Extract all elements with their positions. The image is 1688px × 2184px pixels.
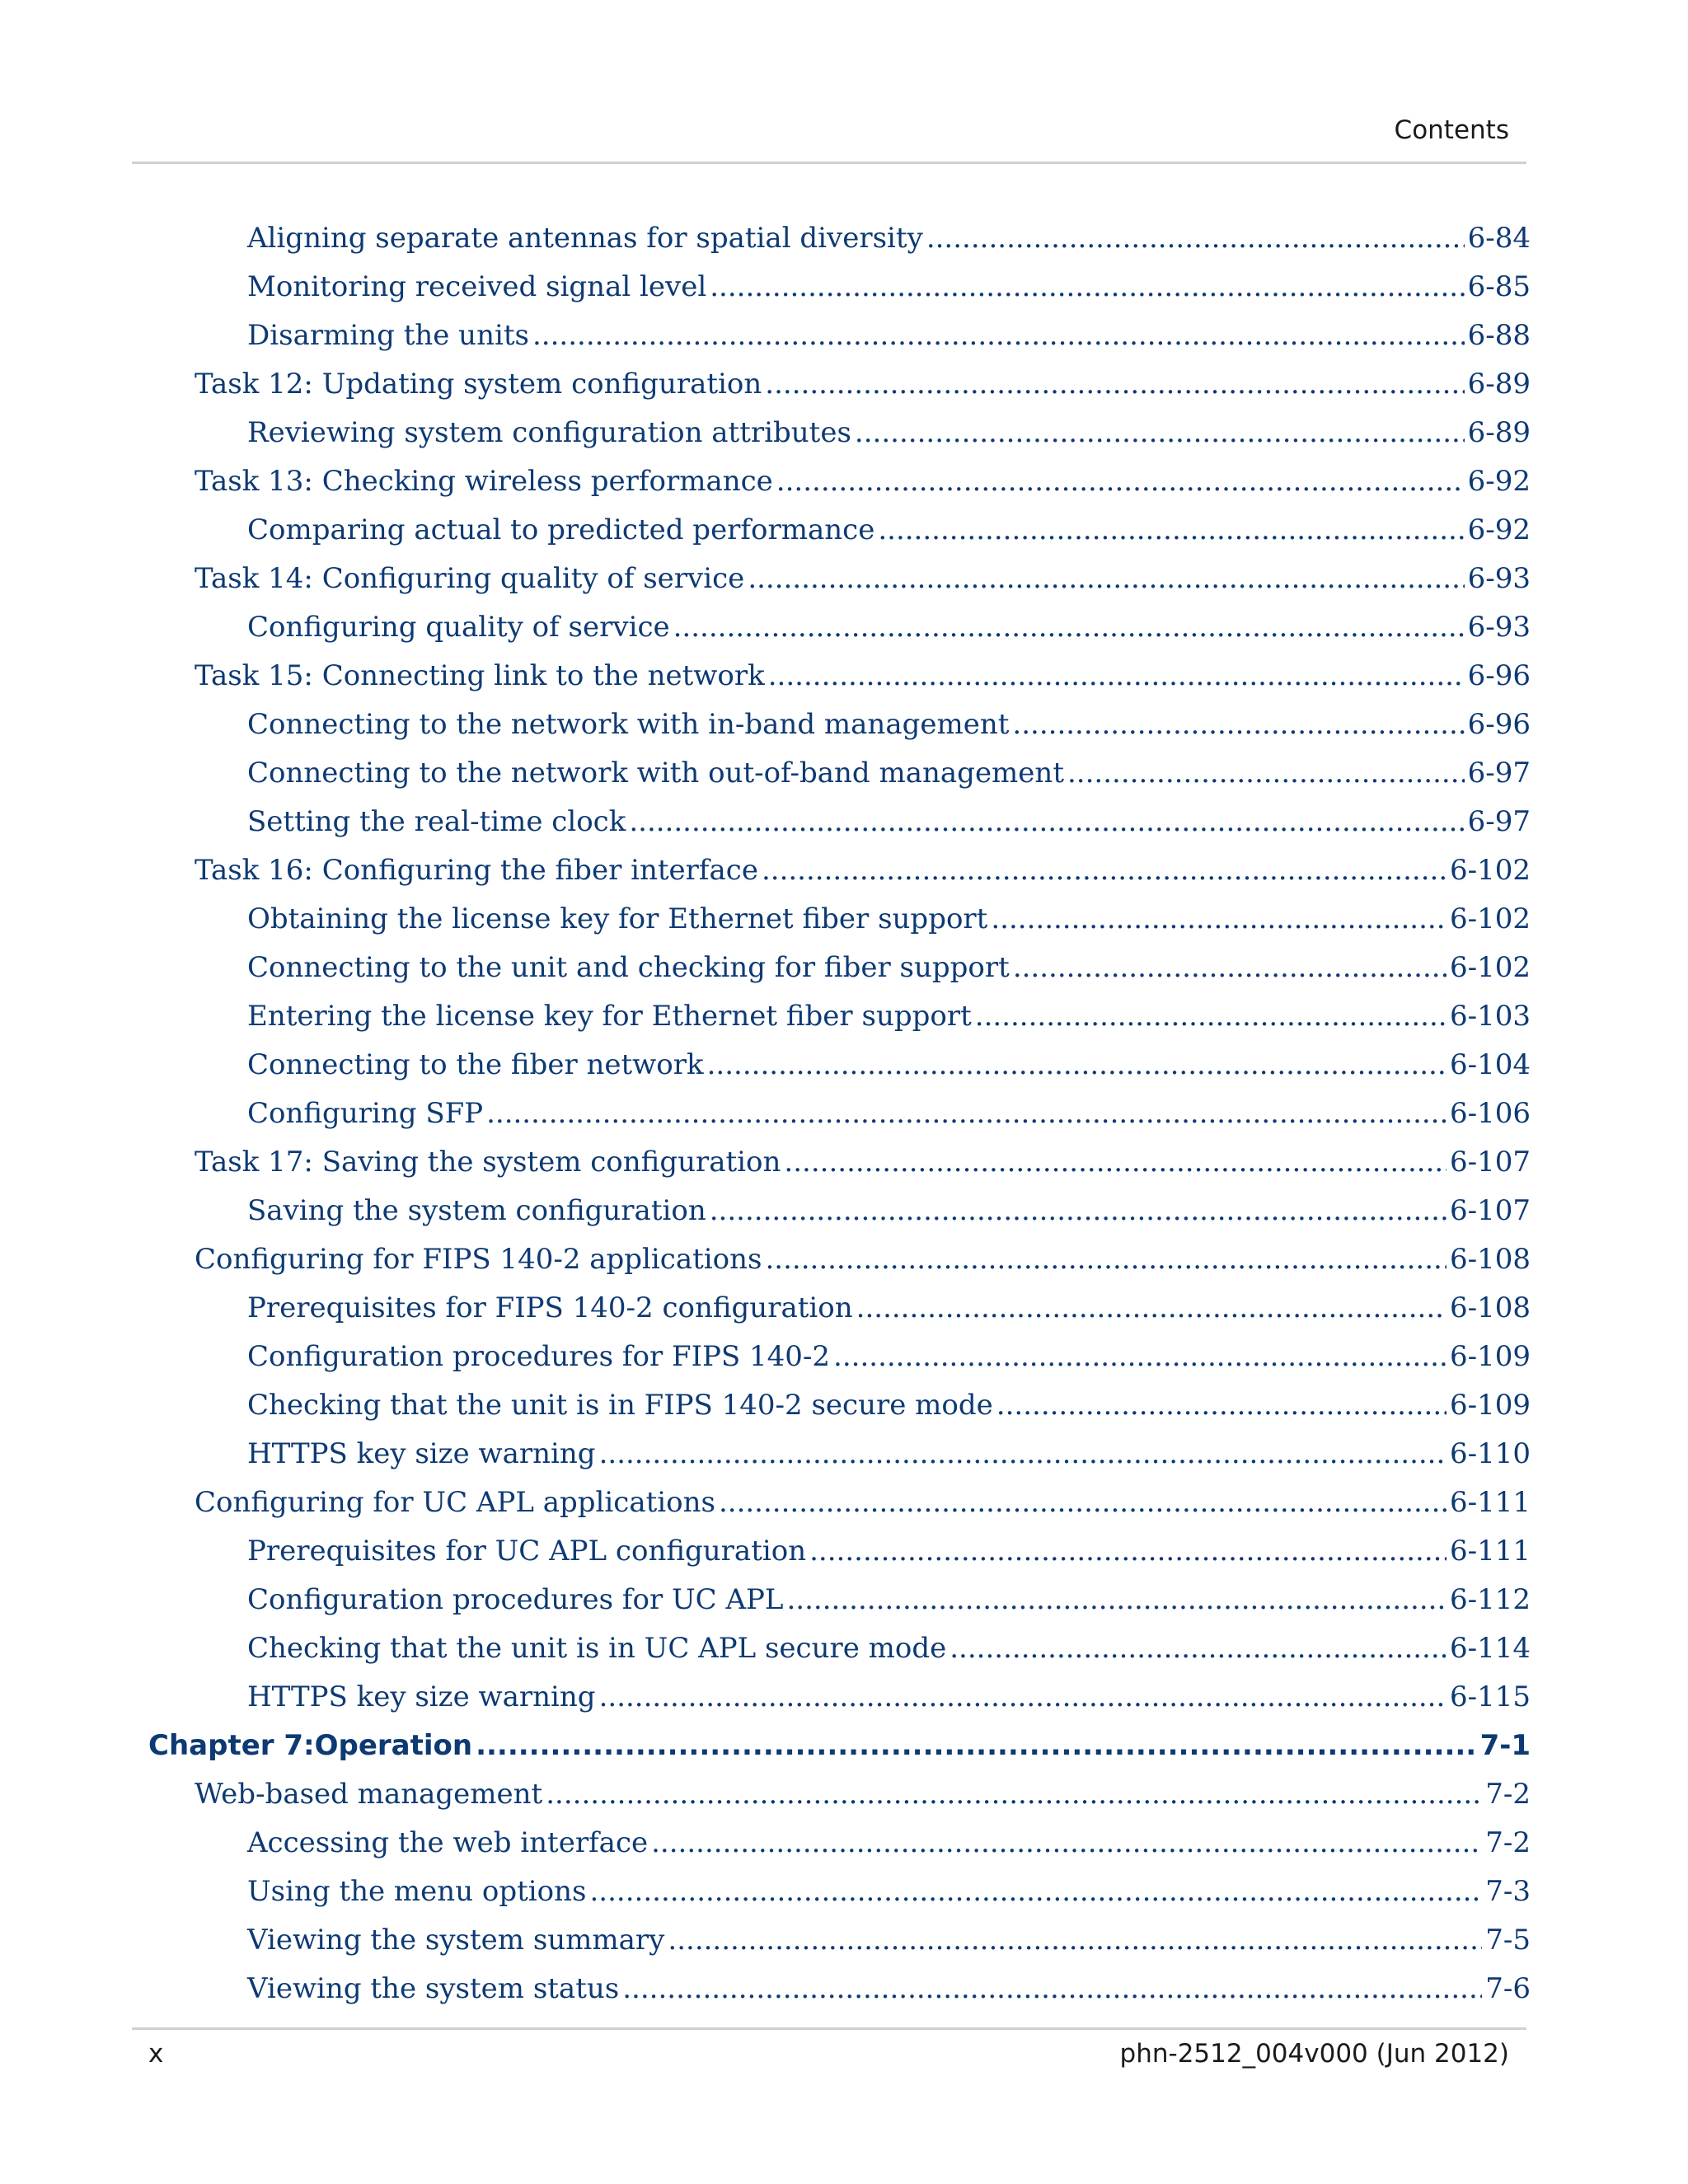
toc-entry-title: HTTPS key size warning xyxy=(247,1680,596,1713)
toc-entry[interactable] xyxy=(247,1333,1531,1381)
toc-entry-title: Comparing actual to predicted performance xyxy=(247,513,875,546)
toc-page-number: 6-106 xyxy=(1449,1097,1531,1130)
toc-entry-title: Web-based management xyxy=(195,1778,543,1811)
toc-page-number: 6-88 xyxy=(1467,319,1531,352)
toc-dot-leader xyxy=(950,1624,1447,1673)
toc-dot-leader xyxy=(590,1868,1483,1916)
toc-dot-leader xyxy=(546,1770,1482,1819)
toc-dot-leader xyxy=(710,1187,1447,1235)
toc-entry-title: Viewing the system summary xyxy=(247,1924,665,1957)
toc-entry-title: Connecting to the fiber network xyxy=(247,1048,704,1081)
running-header: Contents xyxy=(1394,115,1509,145)
toc-dot-leader xyxy=(1013,944,1447,992)
toc-entry-title: Checking that the unit is in UC APL secure mode xyxy=(247,1632,947,1665)
toc-entry[interactable] xyxy=(195,1235,1531,1284)
toc-dot-leader xyxy=(622,1965,1482,2013)
toc-dot-leader xyxy=(765,1235,1447,1284)
toc-page-number: 6-96 xyxy=(1467,708,1531,741)
toc-entry[interactable] xyxy=(247,1284,1531,1333)
toc-dot-leader xyxy=(975,992,1447,1041)
toc-page-number: 7-5 xyxy=(1485,1924,1531,1957)
page-number: x xyxy=(148,2039,164,2069)
toc-page-number: 7-6 xyxy=(1485,1972,1531,2005)
toc-page-number: 6-96 xyxy=(1467,659,1531,692)
toc-entry-title: Prerequisites for FIPS 140-2 configuration xyxy=(247,1291,853,1324)
toc-entry[interactable] xyxy=(247,1576,1531,1624)
toc-dot-leader xyxy=(768,652,1465,701)
toc-dot-leader xyxy=(532,312,1465,360)
toc-page-number: 6-97 xyxy=(1467,757,1531,790)
toc-dot-leader xyxy=(748,555,1464,603)
toc-entry[interactable] xyxy=(247,798,1531,846)
toc-entry[interactable] xyxy=(247,749,1531,798)
toc-page-number: 6-97 xyxy=(1467,805,1531,838)
toc-entry[interactable] xyxy=(247,1041,1531,1090)
toc-entry[interactable] xyxy=(247,214,1531,263)
toc-dot-leader xyxy=(833,1333,1447,1381)
toc-entry-title: Connecting to the network with in-band management xyxy=(247,708,1010,741)
toc-dot-leader xyxy=(486,1090,1447,1138)
toc-entry[interactable] xyxy=(247,895,1531,944)
toc-dot-leader xyxy=(855,409,1465,457)
toc-entry-title: Setting the real-time clock xyxy=(247,805,626,838)
toc-entry-title: Entering the license key for Ethernet fiber support xyxy=(247,1000,972,1033)
toc-page-number: 6-84 xyxy=(1467,222,1531,255)
toc-page-number: 6-109 xyxy=(1449,1340,1531,1373)
toc-dot-leader xyxy=(765,360,1464,409)
toc-entry[interactable] xyxy=(247,701,1531,749)
toc-entry-title: Saving the system configuration xyxy=(247,1194,706,1227)
toc-dot-leader xyxy=(991,895,1447,944)
toc-entry[interactable] xyxy=(247,992,1531,1041)
toc-page-number: 7-3 xyxy=(1485,1875,1531,1908)
toc-entry[interactable] xyxy=(195,360,1531,409)
toc-page-number: 6-110 xyxy=(1449,1437,1531,1470)
toc-entry-title: Configuring for UC APL applications xyxy=(195,1486,715,1519)
toc-entry[interactable] xyxy=(247,1624,1531,1673)
toc-entry-title: Monitoring received signal level xyxy=(247,270,707,303)
header-rule xyxy=(132,162,1526,164)
toc-page-number: 6-102 xyxy=(1449,902,1531,935)
toc-dot-leader xyxy=(856,1284,1447,1333)
toc-dot-leader xyxy=(629,798,1464,846)
toc-entry-title: Task 12: Updating system configuration xyxy=(195,368,762,401)
toc-page-number: 6-114 xyxy=(1449,1632,1531,1665)
toc-entry[interactable] xyxy=(247,1673,1531,1722)
toc-dot-leader xyxy=(784,1138,1447,1187)
toc-entry[interactable] xyxy=(247,1090,1531,1138)
toc-entry[interactable] xyxy=(195,1770,1531,1819)
toc-dot-leader xyxy=(926,214,1465,263)
toc-dot-leader xyxy=(673,603,1465,652)
toc-entry[interactable] xyxy=(247,1381,1531,1430)
toc-entry-title: Reviewing system configuration attributes xyxy=(247,416,851,449)
toc-entry-title: Accessing the web interface xyxy=(247,1826,649,1859)
toc-entry-title: Viewing the system status xyxy=(247,1972,620,2005)
toc-entry-title: Obtaining the license key for Ethernet fiber support xyxy=(247,902,988,935)
toc-page-number: 6-93 xyxy=(1467,562,1531,595)
toc-dot-leader xyxy=(651,1819,1482,1868)
toc-entry[interactable] xyxy=(247,1430,1531,1479)
toc-entry[interactable] xyxy=(195,555,1531,603)
toc-chapter-number: Chapter 7: xyxy=(148,1729,315,1762)
toc-entry[interactable] xyxy=(247,1965,1531,2013)
toc-page-number: 6-93 xyxy=(1467,611,1531,644)
toc-page-number: 7-2 xyxy=(1485,1826,1531,1859)
toc-dot-leader xyxy=(1067,749,1465,798)
toc-entry[interactable] xyxy=(247,1819,1531,1868)
footer-rule xyxy=(132,2027,1526,2030)
toc-page-number: 6-107 xyxy=(1449,1146,1531,1179)
toc-entry[interactable] xyxy=(195,1138,1531,1187)
toc-page-number: 6-111 xyxy=(1449,1486,1531,1519)
toc-entry[interactable] xyxy=(195,1479,1531,1527)
toc-page-number: 6-89 xyxy=(1467,416,1531,449)
toc-entry-title: Aligning separate antennas for spatial diversity xyxy=(247,222,923,255)
toc-dot-leader xyxy=(599,1430,1447,1479)
toc-entry-title: Prerequisites for UC APL configuration xyxy=(247,1535,807,1568)
toc-dot-leader xyxy=(719,1479,1447,1527)
toc-page-number: 6-89 xyxy=(1467,368,1531,401)
toc-entry-title: Checking that the unit is in FIPS 140-2 secure mode xyxy=(247,1389,993,1422)
toc-dot-leader xyxy=(599,1673,1447,1722)
toc-page-number: 6-92 xyxy=(1467,465,1531,498)
toc-entry[interactable] xyxy=(247,409,1531,457)
toc-dot-leader xyxy=(878,506,1464,555)
toc-entry[interactable] xyxy=(247,1527,1531,1576)
toc-entry-title: Using the menu options xyxy=(247,1875,587,1908)
toc-dot-leader xyxy=(776,457,1465,506)
toc-entry[interactable] xyxy=(247,263,1531,312)
toc-page-number: 6-102 xyxy=(1449,951,1531,984)
toc-page-number: 6-85 xyxy=(1467,270,1531,303)
toc-entry[interactable] xyxy=(195,457,1531,506)
toc-entry-title: Task 16: Configuring the fiber interface xyxy=(195,854,758,887)
toc-page-number: 6-107 xyxy=(1449,1194,1531,1227)
toc-entry-title: Configuration procedures for UC APL xyxy=(247,1583,784,1616)
toc-page-number: 6-112 xyxy=(1449,1583,1531,1616)
toc-dot-leader xyxy=(1012,701,1464,749)
toc-dot-leader xyxy=(809,1527,1447,1576)
toc-page-number: 6-104 xyxy=(1449,1048,1531,1081)
toc-entry-title: Task 15: Connecting link to the network xyxy=(195,659,765,692)
toc-page-number: 6-115 xyxy=(1449,1680,1531,1713)
toc-entry-title: Task 14: Configuring quality of service xyxy=(195,562,745,595)
toc-entry-title: Task 17: Saving the system configuration xyxy=(195,1146,781,1179)
toc-dot-leader xyxy=(996,1381,1447,1430)
toc-entry[interactable] xyxy=(195,652,1531,701)
toc-entry-title: Operation xyxy=(314,1729,473,1762)
toc-dot-leader xyxy=(668,1916,1482,1965)
toc-chapter-entry[interactable] xyxy=(148,1722,1531,1770)
toc-entry-title: Configuring quality of service xyxy=(247,611,670,644)
toc-page-number: 6-92 xyxy=(1467,513,1531,546)
toc-page-number: 6-108 xyxy=(1449,1243,1531,1276)
toc-entry-title: Connecting to the network with out-of-band management xyxy=(247,757,1064,790)
toc-page-number: 6-111 xyxy=(1449,1535,1531,1568)
toc-dot-leader xyxy=(762,846,1447,895)
document-id: phn-2512_004v000 (Jun 2012) xyxy=(1119,2039,1509,2069)
toc-dot-leader xyxy=(476,1722,1476,1770)
toc-entry[interactable] xyxy=(247,1916,1531,1965)
toc-entry[interactable] xyxy=(195,846,1531,895)
toc-page-number: 6-108 xyxy=(1449,1291,1531,1324)
toc-dot-leader xyxy=(707,1041,1447,1090)
toc-entry[interactable] xyxy=(247,1187,1531,1235)
toc-page-number: 6-109 xyxy=(1449,1389,1531,1422)
toc-entry[interactable] xyxy=(247,506,1531,555)
toc-dot-leader xyxy=(787,1576,1447,1624)
toc-page-number: 7-1 xyxy=(1479,1729,1531,1762)
toc-entry-title: Configuring for FIPS 140-2 applications xyxy=(195,1243,762,1276)
toc-entry[interactable] xyxy=(247,1868,1531,1916)
toc-entry-title: Disarming the units xyxy=(247,319,529,352)
toc-entry-title: Configuration procedures for FIPS 140-2 xyxy=(247,1340,831,1373)
toc-entry-title: Task 13: Checking wireless performance xyxy=(195,465,773,498)
toc-page-number: 6-103 xyxy=(1449,1000,1531,1033)
toc-dot-leader xyxy=(710,263,1464,312)
toc-page-number: 7-2 xyxy=(1485,1778,1531,1811)
toc-page-number: 6-102 xyxy=(1449,854,1531,887)
toc-entry-title: Connecting to the unit and checking for fiber support xyxy=(247,951,1010,984)
toc-entry[interactable] xyxy=(247,312,1531,360)
toc-entry[interactable] xyxy=(247,944,1531,992)
toc-entry[interactable] xyxy=(247,603,1531,652)
toc-entry-title: HTTPS key size warning xyxy=(247,1437,596,1470)
toc-entry-title: Configuring SFP xyxy=(247,1097,484,1130)
